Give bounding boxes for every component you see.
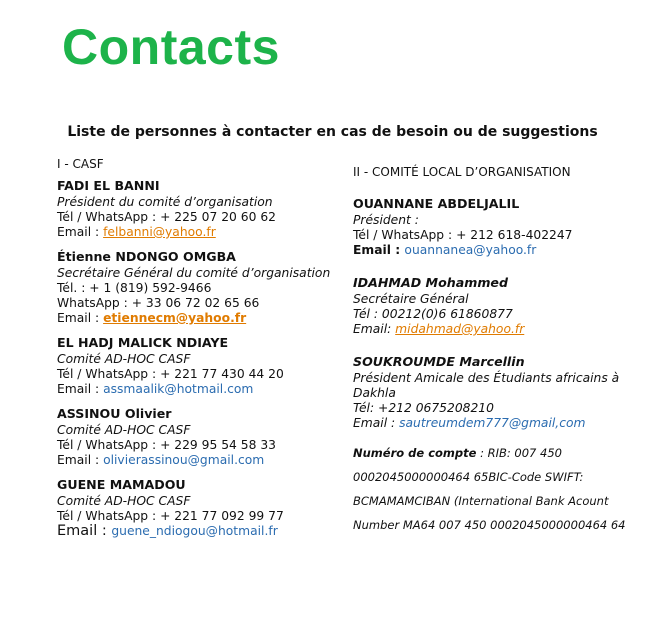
contact-card <box>353 354 653 431</box>
email-link[interactable]: olivierassinou@gmail.com <box>103 453 265 467</box>
page-subtitle: Liste de personnes à contacter en cas de besoin ou de suggestions <box>67 124 598 140</box>
contact-name: SOUKROUMDE Marcellin <box>353 354 525 369</box>
contact-name: IDAHMAD Mohammed <box>353 275 508 290</box>
bank-rib: : RIB: 007 450 <box>476 446 562 460</box>
email-link[interactable]: midahmad@yahoo.fr <box>395 322 525 336</box>
contact-role: Comité AD-HOC CASF <box>57 423 191 437</box>
email-link[interactable]: felbanni@yahoo.fr <box>103 225 216 239</box>
email-label: Email : <box>57 225 104 239</box>
contact-name: ASSINOU Olivier <box>57 406 172 421</box>
contact-role: Comité AD-HOC CASF <box>57 352 191 366</box>
bank-details <box>353 441 653 537</box>
bank-line-3: BCMAMAMCIBAN (International Bank Acount <box>353 494 609 508</box>
bank-line-2: 0002045000000464 65BIC-Code SWIFT: <box>353 470 584 484</box>
email-link[interactable]: assmaalik@hotmail.com <box>103 382 254 396</box>
email-label: Email : <box>57 311 104 325</box>
contact-card <box>353 196 653 258</box>
contact-name: EL HADJ MALICK NDIAYE <box>57 335 229 350</box>
contact-name: Étienne NDONGO OMGBA <box>57 249 236 264</box>
contact-phone: Tél: +212 0675208210 <box>353 401 494 415</box>
bank-label: Numéro de compte <box>353 446 477 460</box>
email-label: Email: <box>353 322 396 336</box>
contact-card <box>353 275 653 337</box>
local-committee-column <box>353 165 653 537</box>
contact-name: OUANNANE ABDELJALIL <box>353 196 520 211</box>
email-link[interactable]: etiennecm@yahoo.fr <box>103 311 247 325</box>
email-label: Email : <box>353 416 400 430</box>
contact-card <box>57 335 347 397</box>
email-link[interactable]: guene_ndiogou@hotmail.fr <box>111 524 278 538</box>
section-heading-casf: I - CASF <box>57 157 104 171</box>
contact-phone: Tél. : + 1 (819) 592-9466 <box>57 281 212 295</box>
email-label: Email : <box>57 453 104 467</box>
contact-card <box>57 249 347 326</box>
contact-phone: Tél / WhatsApp : + 212 618-402247 <box>353 228 573 242</box>
contact-role: Président du comité d’organisation <box>57 195 273 209</box>
contact-phone: Tél / WhatsApp : + 225 07 20 60 62 <box>57 210 276 224</box>
contact-role-cont: Dakhla <box>353 386 396 400</box>
contact-phone: Tél / WhatsApp : + 221 77 092 99 77 <box>57 509 284 523</box>
contact-role: Président : <box>353 213 419 227</box>
contact-card <box>57 406 347 468</box>
contact-card <box>57 477 347 539</box>
email-link[interactable]: ouannanea@yahoo.fr <box>404 243 537 257</box>
contact-phone: Tél / WhatsApp : + 229 95 54 58 33 <box>57 438 276 452</box>
email-label: Email : <box>57 382 104 396</box>
bank-line-4: Number MA64 007 450 0002045000000464 64 <box>353 518 626 532</box>
contact-name: FADI EL BANNI <box>57 178 160 193</box>
contact-phone: Tél : 00212(0)6 61860877 <box>353 307 513 321</box>
casf-column <box>57 157 347 548</box>
contact-role: Président Amicale des Étudiants africains à <box>353 371 620 385</box>
contact-phone: Tél / WhatsApp : + 221 77 430 44 20 <box>57 367 284 381</box>
contact-role: Secrétaire Général du comité d’organisation <box>57 266 331 280</box>
contact-role: Comité AD-HOC CASF <box>57 494 191 508</box>
section-heading-local: II - COMITÉ LOCAL D’ORGANISATION <box>353 165 571 179</box>
page-title: Contacts <box>62 19 280 75</box>
email-label: Email : <box>57 523 112 539</box>
email-link[interactable]: sautreumdem777@gmail,com <box>399 416 586 430</box>
contact-name: GUENE MAMADOU <box>57 477 186 492</box>
contact-role: Secrétaire Général <box>353 292 469 306</box>
contact-card <box>57 178 347 240</box>
email-label: Email : <box>353 243 405 257</box>
contact-whatsapp: WhatsApp : + 33 06 72 02 65 66 <box>57 296 260 310</box>
